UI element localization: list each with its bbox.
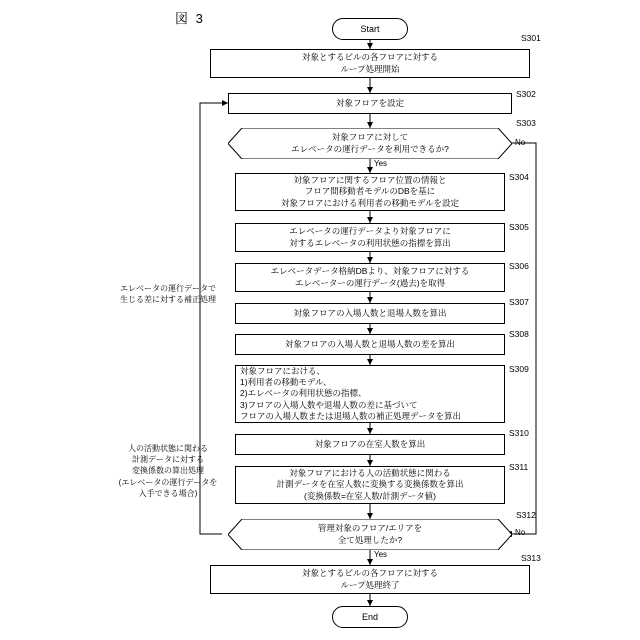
get-past-elevator-data-node — [235, 263, 505, 292]
set-movement-model-node — [235, 173, 505, 211]
step-tag-s311: S311 — [509, 462, 529, 472]
get-past-elevator-data-text: エレベータデータ格納DBより、対象フロアに対する エレベーターの運行データ(過去)を取得 — [270, 266, 470, 288]
calc-entry-exit-difference-node — [235, 334, 505, 355]
step-tag-s306: S306 — [509, 261, 529, 271]
loop-end-text: 対象とするビルの各フロアに対する ループ処理終了 — [301, 568, 438, 590]
set-movement-model-text: 対象フロアに関するフロア位置の情報と フロア間移動者モデルのDBを基に 対象フロアにおける利用者の移動モデルを設定 — [280, 175, 460, 208]
calc-correction-data-node — [235, 365, 505, 423]
calc-entry-exit-counts-node — [235, 303, 505, 324]
decision-elevator-data-available-text: 対象フロアに対して エレベータの運行データを利用できるか? — [291, 132, 449, 154]
end-label: End — [361, 612, 378, 622]
branch-yes-2: Yes — [374, 550, 388, 559]
set-target-floor-node — [228, 93, 512, 114]
note-correction: エレベータの運行データで 生じる差に対する補正処理 — [120, 284, 216, 305]
start-label: Start — [360, 24, 380, 34]
step-tag-s304: S304 — [509, 172, 529, 182]
step-tag-s305: S305 — [509, 222, 529, 232]
decision-all-floors-processed-text: 管理対象のフロア/エリアを 全て処理したか? — [317, 523, 423, 545]
set-target-floor-text: 対象フロアを設定 — [335, 97, 404, 108]
step-tag-s302: S302 — [516, 89, 536, 99]
step-tag-s301: S301 — [521, 33, 541, 43]
step-tag-s308: S308 — [509, 329, 529, 339]
step-tag-s307: S307 — [509, 297, 529, 307]
calc-usage-index-node — [235, 223, 505, 252]
loop-start-text: 対象とするビルの各フロアに対する ループ処理開始 — [301, 52, 438, 74]
calc-entry-exit-counts-text: 対象フロアの入場人数と退場人数を算出 — [293, 307, 447, 318]
note-conversion: 人の活動状態に関わる 計測データに対する 変換係数の算出処理 (エレベータの運行データを 入手できる場合) — [118, 444, 218, 498]
step-tag-s303: S303 — [516, 118, 536, 128]
calc-entry-exit-difference-text: 対象フロアの入場人数と退場人数の差を算出 — [284, 338, 455, 349]
decision-elevator-data-available-node — [228, 128, 512, 159]
step-tag-s313: S313 — [521, 553, 541, 563]
loop-end-node — [210, 565, 530, 594]
loop-start-node — [210, 49, 530, 78]
step-tag-s312: S312 — [516, 510, 536, 520]
calc-conversion-coefficient-node — [235, 466, 505, 504]
calc-occupancy-text: 対象フロアの在室人数を算出 — [314, 438, 426, 449]
calc-occupancy-node — [235, 434, 505, 455]
step-tag-s309: S309 — [509, 364, 529, 374]
calc-conversion-coefficient-text: 対象フロアにおける人の活動状態に関わる 計測データを在室人数に変換する変換係数を算出 (変換係数=在室人数/計測データ値) — [276, 468, 464, 501]
calc-correction-data-text: 対象フロアにおける、 1)利用者の移動モデル、 2)エレベータの利用状態の指標、 3)フロアの入場人数や退場人数の差に基づいて フロアの入場人数または退場人数の補正処理データを算出 — [240, 365, 462, 421]
calc-usage-index-text: エレベータの運行データより対象フロアに 対するエレベータの利用状態の指標を算出 — [289, 226, 451, 248]
branch-no-2: No — [515, 528, 526, 537]
branch-no-1: No — [515, 138, 526, 147]
step-tag-s310: S310 — [509, 428, 529, 438]
decision-all-floors-processed-node — [228, 519, 512, 550]
end-terminal — [332, 606, 408, 628]
figure-label: 図 3 — [175, 11, 205, 26]
branch-yes-1: Yes — [374, 159, 388, 168]
start-terminal — [332, 18, 408, 40]
